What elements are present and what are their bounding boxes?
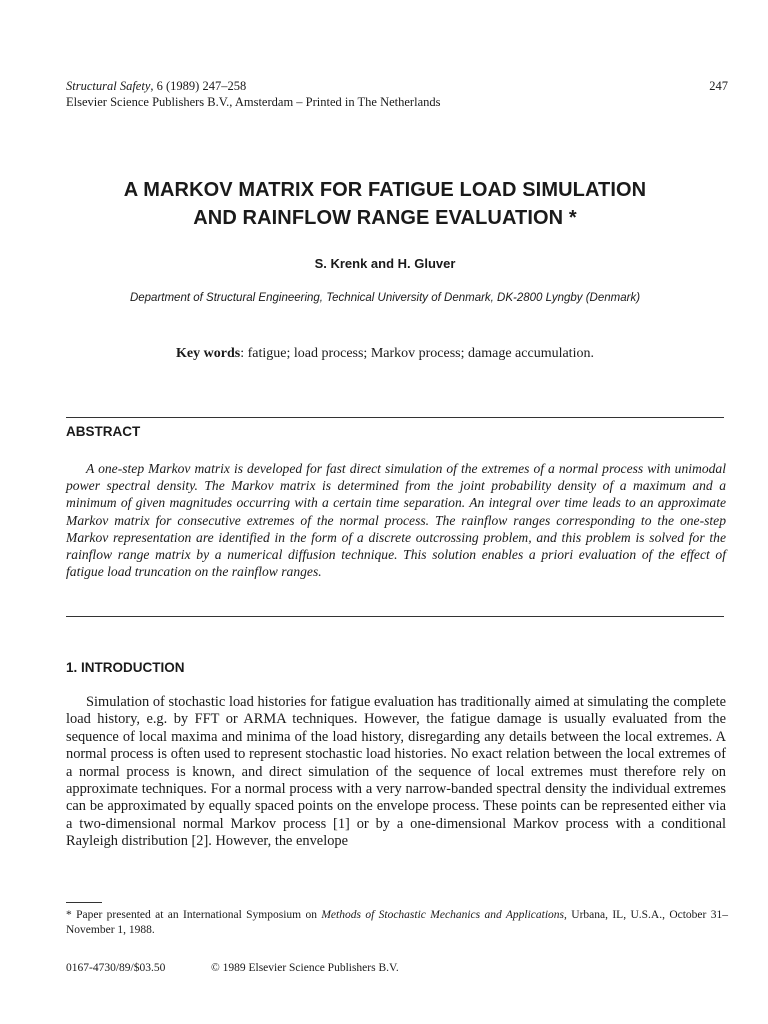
- abstract-top-rule: [66, 417, 724, 418]
- paper-title: [40, 176, 730, 232]
- footnote-rule: [66, 902, 102, 903]
- keywords-label: Key words: [176, 346, 241, 361]
- journal-citation: , 6 (1989) 247–258: [150, 79, 247, 93]
- title-line-1: A MARKOV MATRIX FOR FATIGUE LOAD SIMULATION: [123, 179, 647, 201]
- introduction-heading: 1. INTRODUCTION: [66, 660, 185, 675]
- journal-name: Structural Safety: [66, 79, 151, 93]
- copyright-line: [66, 962, 728, 974]
- keywords-text: : fatigue; load process; Markov process; damage accumulation.: [240, 346, 594, 361]
- footnote-suffix: , Urbana, IL, U.S.A., October 31–November 1, 1988.: [66, 909, 728, 936]
- introduction-paragraph: Simulation of stochastic load histories for fatigue evaluation has traditionally aimed at simulating the complete load history, e.g. by FFT or ARMA techniques. However, the fatigue damage is usually evaluated from the sequence of local maxima and minima of the load history, disregarding any details between the local extremes. A normal process is often used to represent stochastic load histories. No exact relation between the local extremes of a normal process is known, and direct simulation of the sequence of local extremes must therefore rely on approximate techniques. For a normal process with a very narrow-banded spectral density the individual extremes can be approximated by equally spaced points on the envelope process. These points can be represented either via a two-dimensional normal Markov process [1] or by a one-dimensional Markov process with a conditional Rayleigh distribution [2]. However, the envelope: [66, 694, 726, 850]
- abstract-bottom-rule: [66, 616, 724, 617]
- title-line-2: AND RAINFLOW RANGE EVALUATION *: [193, 207, 577, 229]
- footnote-prefix: * Paper presented at an International Symposium on: [66, 909, 322, 921]
- abstract-heading: ABSTRACT: [66, 424, 141, 439]
- authors: S. Krenk and H. Gluver: [314, 256, 456, 271]
- affiliation: Department of Structural Engineering, Technical University of Denmark, DK-2800 Lyngby (Denmark): [129, 292, 641, 304]
- issn-code: 0167-4730/89/$03.50: [66, 962, 166, 974]
- citation-line: [66, 78, 728, 94]
- publisher-line: Elsevier Science Publishers B.V., Amsterdam – Printed in The Netherlands: [66, 95, 441, 109]
- footnote-symposium: Methods of Stochastic Mechanics and Applications: [321, 909, 565, 921]
- introduction-body: [66, 694, 726, 851]
- copyright-notice: © 1989 Elsevier Science Publishers B.V.: [211, 962, 399, 974]
- abstract-paragraph: A one-step Markov matrix is developed for fast direct simulation of the extremes of a normal process with unimodal power spectral density. The Markov matrix is determined from the joint probability density of a maximum and a minimum of given magnitudes occurring with a certain time separation. An integral over time leads to an approximate Markov matrix for consecutive extremes of the normal process. The rainflow ranges corresponding to the one-step Markov representation are identified in the form of a discrete outcrossing problem, and this problem is solved for the rainflow range matrix by a numerical diffusion technique. This solution enables a priori evaluation of the effect of fatigue load truncation on the rainflow ranges.: [66, 461, 726, 580]
- journal-header: [66, 78, 728, 110]
- page-number: 247: [709, 79, 728, 93]
- footnote: [66, 908, 728, 938]
- keywords: [40, 346, 730, 362]
- abstract-body: [66, 460, 726, 580]
